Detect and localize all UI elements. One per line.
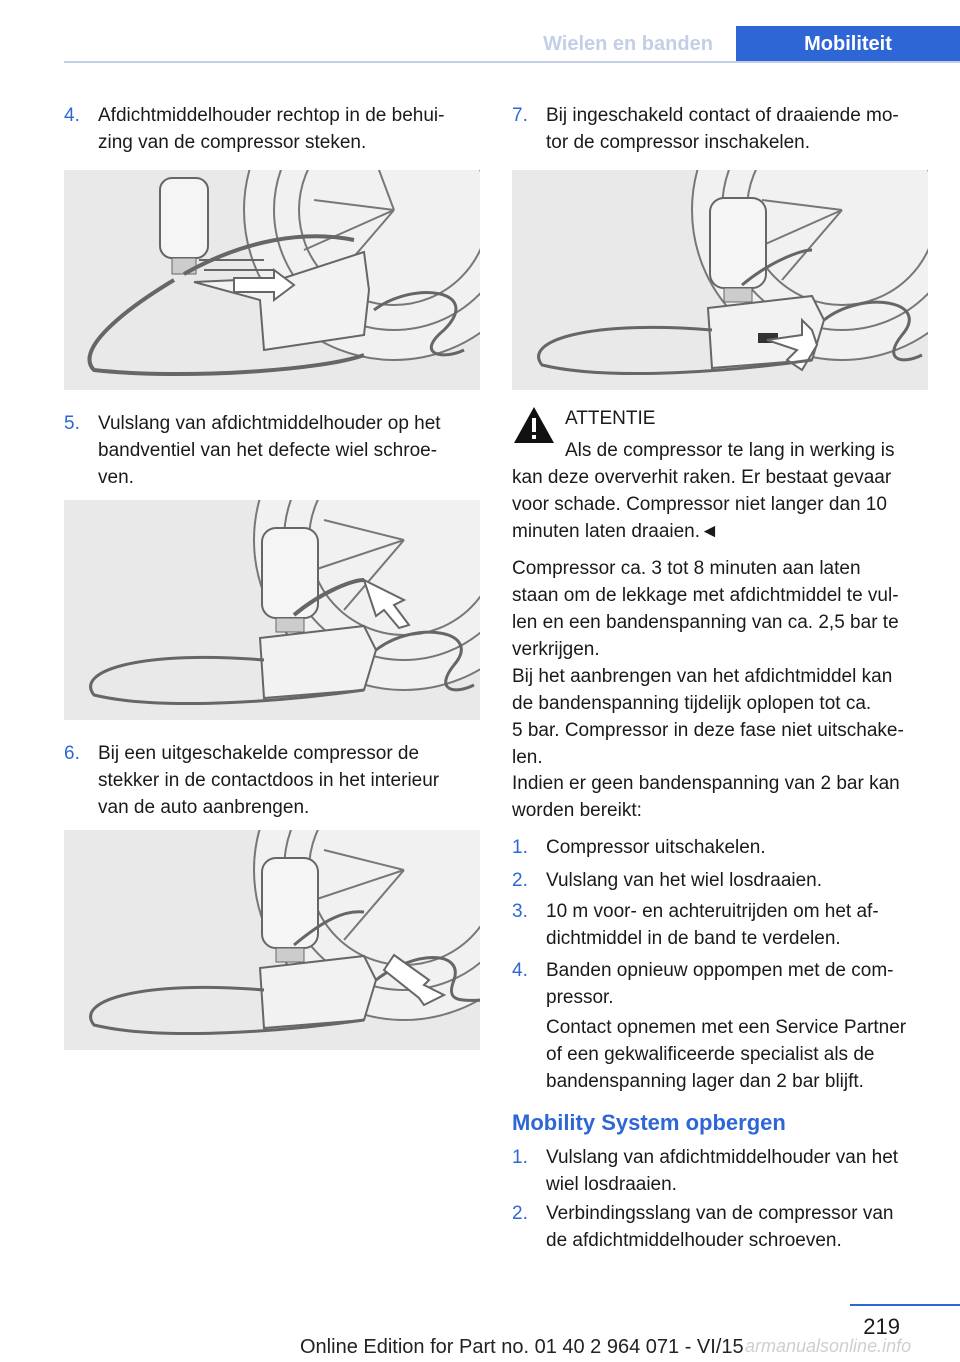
paragraph-line: 5 bar. Compressor in deze fase niet uitschake‐: [512, 720, 904, 741]
paragraph-line: Indien er geen bandenspanning van 2 bar kan: [512, 773, 900, 794]
step-line: Vulslang van het wiel losdraaien.: [546, 870, 823, 891]
step-text: [546, 898, 879, 952]
page-header: [0, 0, 960, 64]
step-text: [546, 957, 894, 1011]
step-number: 4.: [512, 960, 528, 981]
step-line: bandventiel van het defecte wiel schroe‐: [98, 440, 438, 461]
header-rule: [64, 61, 960, 63]
step-line: de afdichtmiddelhouder schroeven.: [546, 1230, 842, 1251]
paragraph-line: len.: [512, 747, 543, 768]
warning-line: voor schade. Compressor niet langer dan 10: [512, 494, 887, 515]
step-number: 5.: [64, 413, 80, 434]
paragraph-line: Compressor ca. 3 tot 8 minuten aan laten: [512, 558, 861, 579]
warning-title: ATTENTIE: [565, 408, 656, 429]
section-title: Mobility System opbergen: [512, 1110, 786, 1135]
step-number: 4.: [64, 105, 80, 126]
header-active-tab: Mobiliteit: [736, 26, 960, 62]
watermark: armanualsonline.info: [745, 1336, 912, 1356]
paragraph-pressure: [512, 663, 942, 771]
step-line: tor de compressor inschakelen.: [546, 132, 811, 153]
step-7: [512, 102, 932, 158]
step-line: Bij een uitgeschakelde compressor de: [98, 743, 420, 764]
step-line: Afdichtmiddelhouder rechtop in de behui‐: [98, 105, 445, 126]
step-line: Compressor uitschakelen.: [546, 837, 766, 858]
figure-screw-hose: [64, 500, 480, 720]
paragraph-line: staan om de lekkage met afdichtmiddel te vul‐: [512, 585, 899, 606]
step-line: 10 m voor- en achteruitrijden om het af‐: [546, 901, 879, 922]
header-section-label: Wielen en banden: [543, 33, 713, 55]
storage-step-2: [512, 1200, 932, 1256]
warning-line: Als de compressor te lang in werking is: [565, 440, 895, 461]
step-line: ven.: [98, 467, 134, 488]
paragraph-line: de bandenspanning tijdelijk oplopen tot ca.: [512, 693, 872, 714]
step-text: [98, 102, 444, 156]
step-line: zing van de compressor steken.: [98, 132, 367, 153]
step-line: dichtmiddel in de band te verdelen.: [546, 928, 841, 949]
step-line: Bij ingeschakeld contact of draaiende mo‐: [546, 105, 899, 126]
note-line: of een gekwalificeerde specialist als de: [546, 1044, 875, 1065]
step-line: Verbindingsslang van de compressor van: [546, 1203, 894, 1224]
sub-step-2: [512, 867, 932, 895]
warning-line: minuten laten draaien.◄: [512, 521, 719, 542]
sub-step-4: [512, 957, 932, 1013]
figure-insert-bottle: [64, 170, 480, 390]
step-text: [546, 1200, 893, 1254]
paragraph-line: len en een bandenspanning van ca. 2,5 bar te: [512, 612, 899, 633]
storage-step-1: [512, 1144, 932, 1200]
paragraph-line: verkrijgen.: [512, 639, 600, 660]
step-line: Vulslang van afdichtmiddelhouder op het: [98, 413, 441, 434]
figure-switch-on-compressor: [512, 170, 928, 390]
step-number: 1.: [512, 1147, 528, 1168]
paragraph-not-reached: [512, 770, 942, 824]
step-line: Banden opnieuw oppompen met de com‐: [546, 960, 894, 981]
paragraph-line: worden bereikt:: [512, 800, 642, 821]
step-5: [64, 410, 484, 492]
step-line: stekker in de contactdoos in het interieur: [98, 770, 440, 791]
step-number: 6.: [64, 743, 80, 764]
step-text: [98, 740, 439, 821]
step-line: van de auto aanbrengen.: [98, 797, 310, 818]
step-line: pressor.: [546, 987, 614, 1008]
step-line: Vulslang van afdichtmiddelhouder van het: [546, 1147, 899, 1168]
note-service-partner: [546, 1014, 946, 1095]
figure-plug-in-socket: [64, 830, 480, 1050]
step-number: 2.: [512, 870, 528, 891]
step-text: [98, 410, 441, 491]
sub-step-3: [512, 898, 932, 954]
sub-step-1: [512, 834, 932, 862]
step-number: 2.: [512, 1203, 528, 1224]
step-number: 1.: [512, 837, 528, 858]
step-6: [64, 740, 484, 822]
warning-line: kan deze oververhit raken. Er bestaat gevaar: [512, 467, 892, 488]
paragraph-line: Bij het aanbrengen van het afdichtmiddel kan: [512, 666, 893, 687]
warning-triangle-icon: [512, 405, 556, 445]
step-text: [546, 834, 766, 861]
step-4: [64, 102, 484, 158]
step-number: 3.: [512, 901, 528, 922]
note-line: Contact opnemen met een Service Partner: [546, 1017, 907, 1038]
step-number: 7.: [512, 105, 528, 126]
step-text: [546, 867, 822, 894]
footer-edition: Online Edition for Part no. 01 40 2 964 071 - VI/15: [300, 1336, 744, 1358]
paragraph-duration: [512, 555, 942, 663]
footer-rule: [850, 1304, 960, 1306]
note-line: bandenspanning lager dan 2 bar blijft.: [546, 1071, 864, 1092]
step-text: [546, 1144, 898, 1198]
step-line: wiel losdraaien.: [546, 1174, 677, 1195]
step-text: [546, 102, 899, 156]
page-number: 219: [863, 1314, 900, 1339]
